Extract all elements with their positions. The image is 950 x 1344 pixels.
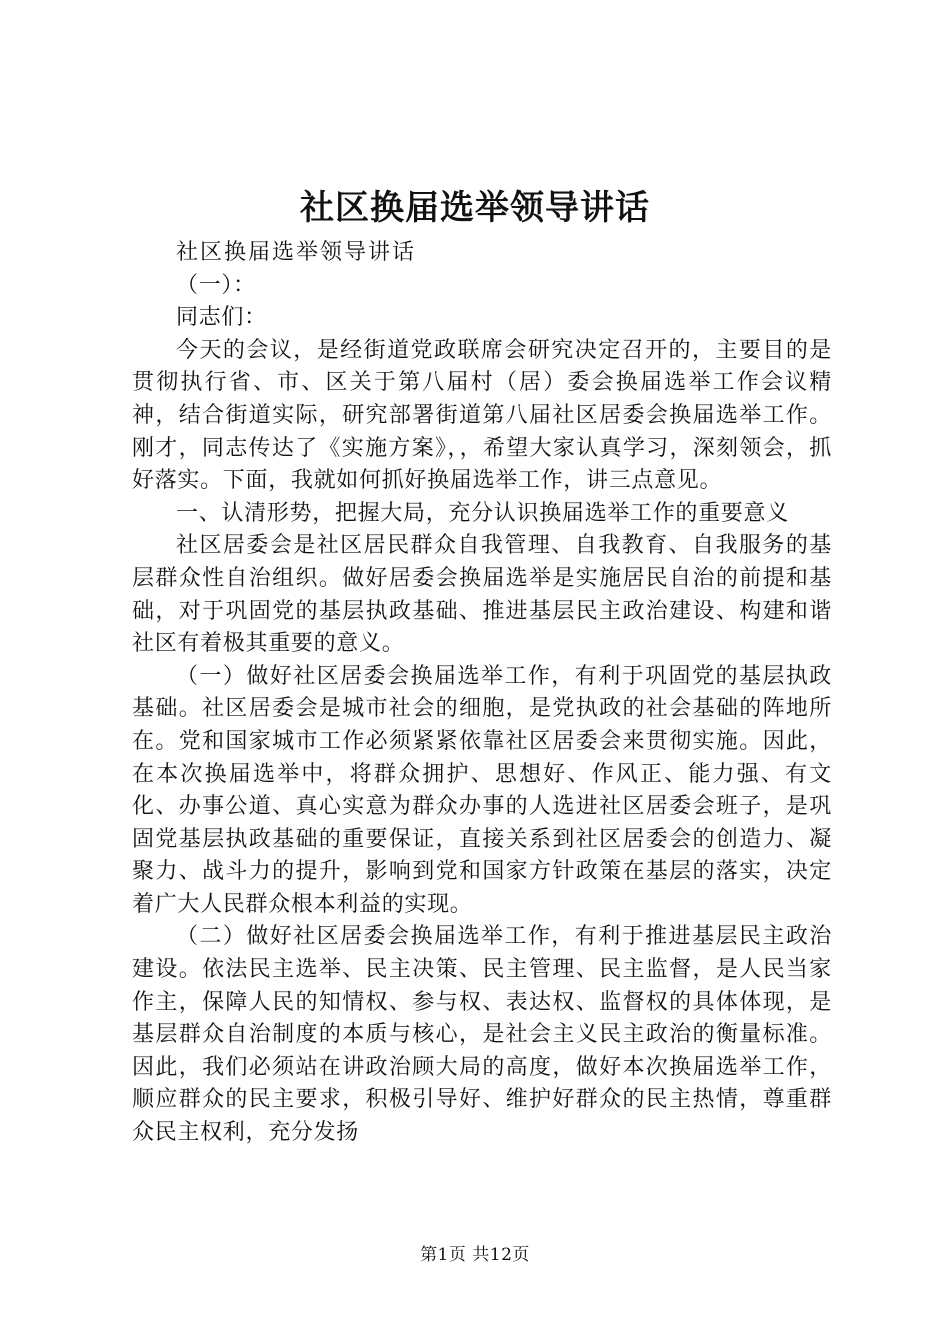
body-paragraph: 社区居委会是社区居民群众自我管理、自我教育、自我服务的基层群众性自治组织。做好居委会换届选举是实施居民自治的前提和基础，对于巩固党的基层执政基础、推进基层民主政治建设、构建和谐社区有着极其重要的意义。 — [132, 533, 832, 657]
page-footer: 第1页 共12页 — [420, 1245, 530, 1265]
salutation: 同志们： — [176, 305, 267, 331]
document-title: 社区换届选举领导讲话 — [300, 188, 650, 228]
body-paragraph: （二）做好社区居委会换届选举工作，有利于推进基层民主政治建设。依法民主选举、民主决策、民主管理、民主监督，是人民当家作主，保障人民的知情权、参与权、表达权、监督权的具体体现，是基层群众自治制度的本质与核心，是社会主义民主政治的衡量标准。因此，我们必须站在讲政治顾大局的高度，做好本次换届选举工作，顺应群众的民主要求，积极引导好、维护好群众的民主热情，尊重群众民主权利，充分发扬 — [132, 924, 832, 1146]
intro-paragraph: 今天的会议，是经街道党政联席会研究决定召开的，主要目的是贯彻执行省、市、区关于第八届村（居）委会换届选举工作会议精神，结合街道实际，研究部署街道第八届社区居委会换届选举工作。刚才，同志传达了《实施方案》，，希望大家认真学习，深刻领会，抓好落实。下面，我就如何抓好换届选举工作，讲三点意见。 — [132, 337, 832, 494]
section-heading-1: 一、认清形势，把握大局，充分认识换届选举工作的重要意义 — [176, 500, 789, 526]
subtitle-paragraph: 社区换届选举领导讲话 — [176, 240, 417, 265]
document-body — [132, 237, 832, 1150]
section-marker: （一）： — [176, 272, 256, 298]
body-paragraph: （一）做好社区居委会换届选举工作，有利于巩固党的基层执政基础。社区居委会是城市社会的细胞，是党执政的社会基础的阵地所在。党和国家城市工作必须紧紧依靠社区居委会来贯彻实施。因此，在本次换届选举中，将群众拥护、思想好、作风正、能力强、有文化、办事公道、真心实意为群众办事的人选进社区居委会班子，是巩固党基层执政基础的重要保证，直接关系到社区居委会的创造力、凝聚力、战斗力的提升，影响到党和国家方针政策在基层的落实，决定着广大人民群众根本利益的实现。 — [132, 663, 832, 917]
